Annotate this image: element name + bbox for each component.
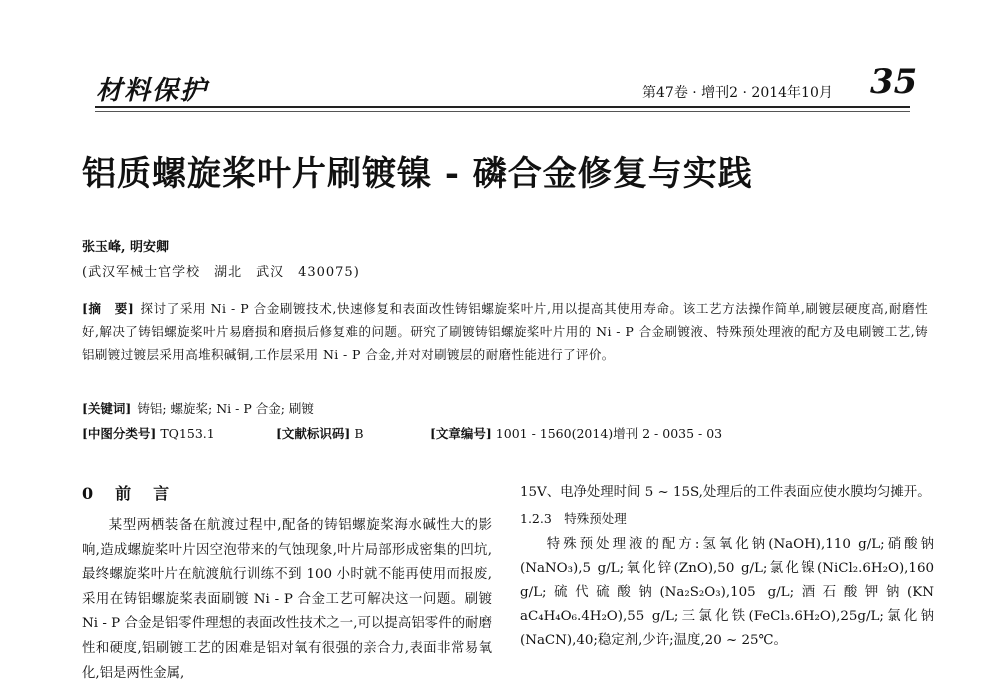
- abstract-label: [摘 要]: [82, 301, 135, 316]
- article-no-value: 1001 - 1560(2014)增刊 2 - 0035 - 03: [495, 426, 723, 441]
- keywords-text: 铸铝; 螺旋桨; Ni - P 合金; 刷镀: [137, 401, 314, 416]
- header-rule: [95, 106, 910, 108]
- affiliation: (武汉军械士官学校 湖北 武汉 430075): [82, 265, 360, 280]
- journal-logo: 材料保护: [96, 76, 209, 106]
- classification-row: [82, 424, 928, 442]
- abstract-text: 探讨了采用 Ni - P 合金刷镀技术,快速修复和表面改性铸铝螺旋桨叶片,用以提高其使用寿命。该工艺方法操作简单,刷镀层硬度高,耐磨性好,解决了铸铝螺旋桨叶片易磨损和磨损后修复难的问题。研究了刷镀铸铝螺旋桨叶片用的 Ni - P 合金刷镀液、特殊预处理液的配方及电刷镀工艺,铸铝刷镀过镀层采用高堆积碱铜,工作层采用 Ni - P 合金,并对对刷镀层的耐磨性能进行了评价。: [82, 301, 928, 362]
- right-top-paragraph: 15V、电净处理时间 5 ~ 15S,处理后的工件表面应使水膜均匀摊开。: [520, 485, 931, 500]
- subsection-heading: 1.2.3 特殊预处理: [520, 511, 627, 526]
- keywords-label: [关键词]: [82, 401, 132, 416]
- formula-paragraph: 特殊预处理液的配方:氢氧化钠(NaOH),110 g/L;硝酸钠(NaNO₃),5 g/L;氧化锌(ZnO),50 g/L;氯化镍(NiCl₂.6H₂O),160 g/L;硫代硫酸钠(Na₂S₂O₃),105 g/L;酒石酸钾钠(KN aC₄H₄O₆.4H₂O),55 g/L;三氯化铁(FeCl₃.6H₂O),25g/L;氯化钠(NaCN),40;稳定剂,少许;温度,20 ~ 25℃。: [520, 537, 934, 648]
- doc-label: [文献标识码]: [275, 426, 351, 441]
- article-title: 铝质螺旋桨叶片刷镀镍 - 磷合金修复与实践: [82, 154, 753, 194]
- right-column: [520, 481, 934, 653]
- article-no-label: [文章编号]: [429, 426, 492, 441]
- intro-paragraph: 某型两栖装备在航渡过程中,配备的铸铝螺旋桨海水碱性大的影响,造成螺旋桨叶片因空泡带来的气蚀现象,叶片局部形成密集的凹坑,最终螺旋桨叶片在航渡航行训练不到 100 小时就不能再使用而报废,采用在铸铝螺旋桨表面刷镀 Ni - P 合金工艺可解决这一问题。刷镀 Ni - P 合金是铝零件理想的表面改性技术之一,可以提高铝零件的耐磨性和硬度,铝刷镀工艺的困难是铝对氧有很强的亲合力,表面非常易氧化,铝是两性金属,: [82, 518, 492, 681]
- authors: 张玉峰, 明安卿: [82, 240, 170, 255]
- abstract: [82, 297, 928, 366]
- page-number: 35: [870, 62, 918, 102]
- class-label: [中图分类号]: [82, 426, 157, 441]
- keywords: [82, 399, 314, 417]
- issue-info: 第47卷 · 增刊2 · 2014年10月: [642, 85, 833, 101]
- left-column: [82, 514, 492, 686]
- header-rule-thin: [95, 111, 910, 112]
- section-heading: 0 前 言: [82, 484, 173, 503]
- class-value: TQ153.1: [160, 426, 215, 441]
- doc-value: B: [354, 426, 364, 441]
